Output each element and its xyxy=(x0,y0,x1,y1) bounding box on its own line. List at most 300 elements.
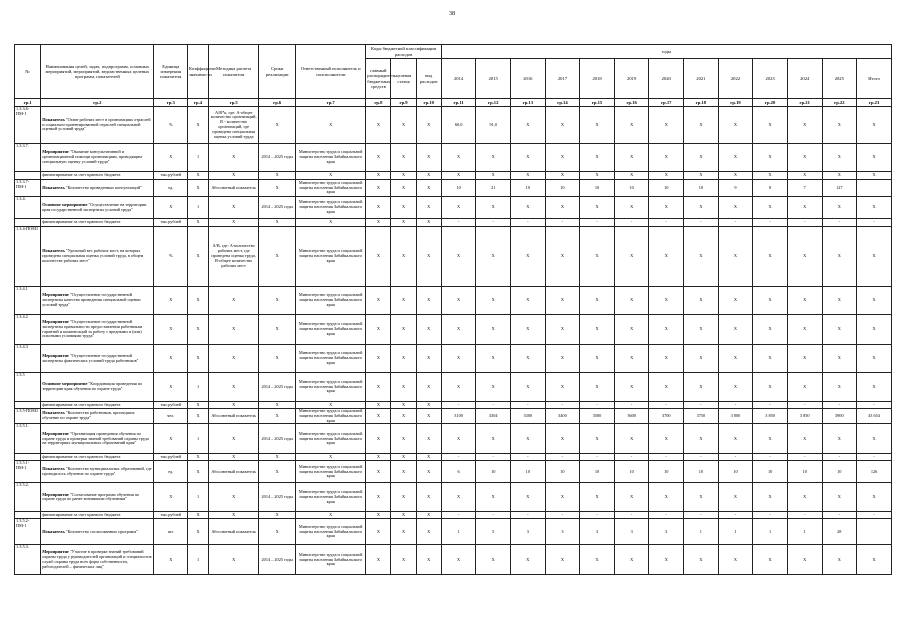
row-year-value: Х xyxy=(511,107,546,144)
row-text: "Осуществление государственной экспертизы правильности предоставления работникам гарантий и компенсаций за работу с вредными и (или) опасными условиями труда" xyxy=(42,318,143,339)
row-year-value: Х xyxy=(545,144,580,172)
row-year-value: Х xyxy=(441,424,476,454)
row-exptype: Х xyxy=(416,519,441,545)
row-article: Х xyxy=(391,287,416,315)
row-year-value: Х xyxy=(753,107,788,144)
row-article: Х xyxy=(391,144,416,172)
row-executor: Министерство труда и социальной защиты населения Забайкальского края xyxy=(296,227,366,287)
row-method: Х xyxy=(209,545,259,575)
row-method: Абсолютный показатель xyxy=(209,180,259,197)
row-method: Х xyxy=(209,219,259,227)
row-article: Х xyxy=(391,197,416,219)
row-article: Х xyxy=(391,424,416,454)
row-year-value: Х xyxy=(476,227,511,287)
row-year-value: Х xyxy=(614,345,649,373)
row-executor: Министерство труда и социальной защиты населения Забайкальского края xyxy=(296,461,366,483)
row-coef: Х xyxy=(188,287,209,315)
row-year-value: 1 xyxy=(787,519,822,545)
row-year-value: Х xyxy=(822,107,857,144)
row-grbs: Х xyxy=(366,454,391,461)
row-exptype: Х xyxy=(416,454,441,461)
row-text: "Участие в проверке знаний требований охраны труда у руководителей организаций и специалистов служб охраны труда всех форм собственности, работодателей – физических лиц" xyxy=(42,549,152,569)
row-year-value: Х xyxy=(684,424,719,454)
row-coef: Х xyxy=(188,315,209,345)
row-unit: Х xyxy=(154,315,188,345)
row-grbs: Х xyxy=(366,315,391,345)
row-year-value: - xyxy=(545,219,580,227)
row-coef: Х xyxy=(188,402,209,409)
row-year-value: - xyxy=(614,219,649,227)
row-year-value: Х xyxy=(753,315,788,345)
row-method: Х xyxy=(209,287,259,315)
row-year-value: Х xyxy=(649,144,684,172)
row-year-value: Х xyxy=(511,424,546,454)
row-period: Х xyxy=(259,461,296,483)
header-year: 2019 xyxy=(614,59,649,99)
row-exptype: Х xyxy=(416,461,441,483)
row-year-value: Х xyxy=(857,287,892,315)
column-number: гр.10 xyxy=(416,99,441,107)
row-year-value: Х xyxy=(580,287,615,315)
row-year-value: - xyxy=(684,219,719,227)
column-number: гр.23 xyxy=(857,99,892,107)
row-period: 2014 – 2025 годы xyxy=(259,197,296,219)
header-year: 2024 xyxy=(787,59,822,99)
header-period: Сроки реализации xyxy=(259,45,296,99)
row-year-value: Х xyxy=(580,345,615,373)
header-budget-grbs: главный распорядитель бюджетных средств xyxy=(366,59,391,99)
row-year-value: - xyxy=(511,454,546,461)
row-executor: Х xyxy=(296,512,366,519)
row-year-value: - xyxy=(476,512,511,519)
row-exptype: Х xyxy=(416,172,441,180)
row-executor: Х xyxy=(296,402,366,409)
row-year-value: 126 xyxy=(857,461,892,483)
row-year-value: 10 xyxy=(684,461,719,483)
header-method: Методика расчета показателя xyxy=(209,45,259,99)
column-number: гр.19 xyxy=(718,99,753,107)
row-unit: тыс.рублей xyxy=(154,454,188,461)
row-year-value: Х xyxy=(787,287,822,315)
row-year-value: Х xyxy=(476,144,511,172)
row-year-value: Х xyxy=(614,545,649,575)
row-year-value: - xyxy=(441,454,476,461)
row-year-value: 10 xyxy=(511,461,546,483)
row-year-value: Х xyxy=(441,172,476,180)
row-year-value: 10 xyxy=(718,461,753,483)
row-year-value: 3 850 xyxy=(787,409,822,424)
row-executor: Х xyxy=(296,454,366,461)
table-row xyxy=(15,402,892,409)
row-grbs: Х xyxy=(366,545,391,575)
table-row xyxy=(15,519,892,545)
row-exptype: Х xyxy=(416,373,441,402)
row-method: Х xyxy=(209,454,259,461)
row-method: А/В*к, где: А-общее количество организаций, В - количество организаций, где проведена специальная оценка условий труда xyxy=(209,107,259,144)
row-year-value: Х xyxy=(441,287,476,315)
row-exptype: Х xyxy=(416,107,441,144)
row-grbs: Х xyxy=(366,373,391,402)
column-number: гр.17 xyxy=(649,99,684,107)
row-kind: Показатель xyxy=(42,184,65,190)
row-grbs: Х xyxy=(366,197,391,219)
row-year-value: 3 800 xyxy=(718,409,753,424)
row-period: 2014 – 2025 годы xyxy=(259,424,296,454)
row-coef: 1 xyxy=(188,373,209,402)
row-grbs: Х xyxy=(366,461,391,483)
row-unit: % xyxy=(154,107,188,144)
header-budget-article: целевая статья xyxy=(391,59,416,99)
row-number: 1.3.5.1. xyxy=(15,424,41,454)
row-period: Х xyxy=(259,402,296,409)
column-number: гр.5 xyxy=(209,99,259,107)
column-number: гр.12 xyxy=(476,99,511,107)
row-executor: Х xyxy=(296,172,366,180)
row-year-value: - xyxy=(545,454,580,461)
row-year-value: 1 xyxy=(718,519,753,545)
row-unit: ед. xyxy=(154,180,188,197)
row-exptype: Х xyxy=(416,144,441,172)
row-number: 1.3.5.2. xyxy=(15,483,41,512)
row-year-value: 10 xyxy=(441,180,476,197)
row-number: 1.3.5.2-ПМ-1 xyxy=(15,519,41,545)
row-year-value: Х xyxy=(787,197,822,219)
row-year-value: Х xyxy=(787,227,822,287)
row-year-value: Х xyxy=(649,373,684,402)
row-article: Х xyxy=(391,545,416,575)
row-year-value: Х xyxy=(649,287,684,315)
row-year-value: - xyxy=(441,402,476,409)
row-year-value: Х xyxy=(684,287,719,315)
row-year-value: 1 xyxy=(684,519,719,545)
row-year-value: Х xyxy=(441,144,476,172)
row-period: Х xyxy=(259,227,296,287)
row-year-value: - xyxy=(580,219,615,227)
row-grbs: Х xyxy=(366,519,391,545)
row-article: Х xyxy=(391,454,416,461)
row-year-value xyxy=(857,180,892,197)
row-year-value: Х xyxy=(476,373,511,402)
row-executor: Министерство труда и социальной защиты населения Забайкальского края xyxy=(296,144,366,172)
row-year-value: Х xyxy=(649,545,684,575)
row-year-value: 10 xyxy=(753,461,788,483)
header-year: 2017 xyxy=(545,59,580,99)
row-year-value: Х xyxy=(614,424,649,454)
row-year-value: 3400 xyxy=(545,409,580,424)
row-name xyxy=(41,144,154,172)
row-text: финансирование за счет краевого бюджета xyxy=(42,219,121,225)
row-text: "Количество проведенных консультаций" xyxy=(64,184,142,190)
row-year-value: Х xyxy=(545,424,580,454)
row-year-value: - xyxy=(614,512,649,519)
row-grbs: Х xyxy=(366,345,391,373)
row-year-value: - xyxy=(718,454,753,461)
row-grbs: Х xyxy=(366,287,391,315)
row-year-value: Х xyxy=(511,315,546,345)
row-year-value: Х xyxy=(511,144,546,172)
row-year-value: 1 xyxy=(753,519,788,545)
row-year-value: - xyxy=(857,402,892,409)
row-year-value: Х xyxy=(614,315,649,345)
program-indicators-table xyxy=(14,44,892,575)
row-exptype: Х xyxy=(416,287,441,315)
column-number: гр.4 xyxy=(188,99,209,107)
row-year-value: - xyxy=(649,219,684,227)
row-name xyxy=(41,287,154,315)
row-article: Х xyxy=(391,461,416,483)
row-year-value: Х xyxy=(684,545,719,575)
row-coef: Х xyxy=(188,107,209,144)
row-year-value: 5 xyxy=(476,519,511,545)
row-year-value: Х xyxy=(580,172,615,180)
row-exptype: Х xyxy=(416,512,441,519)
row-year-value: Х xyxy=(441,315,476,345)
row-year-value: - xyxy=(822,219,857,227)
row-coef: Х xyxy=(188,512,209,519)
row-year-value: Х xyxy=(511,483,546,512)
row-executor: Министерство труда и социальной защиты населения Забайкальского края xyxy=(296,197,366,219)
row-number: 1.3.4. xyxy=(15,197,41,219)
row-article: Х xyxy=(391,409,416,424)
row-year-value: - xyxy=(718,512,753,519)
row-year-value: 10 xyxy=(580,180,615,197)
row-kind: Мероприятие xyxy=(42,352,69,358)
table-row xyxy=(15,180,892,197)
row-unit: тыс.рублей xyxy=(154,512,188,519)
row-period: 2014 – 2025 годы xyxy=(259,373,296,402)
row-year-value: Х xyxy=(441,227,476,287)
row-year-value: 28 xyxy=(822,519,857,545)
table-row xyxy=(15,227,892,287)
row-unit: чел. xyxy=(154,409,188,424)
row-year-value: Х xyxy=(580,545,615,575)
row-article: Х xyxy=(391,345,416,373)
row-number: 1.3.4.1 xyxy=(15,287,41,315)
row-year-value: Х xyxy=(753,345,788,373)
row-year-value: Х xyxy=(684,107,719,144)
row-year-value: 3 xyxy=(545,519,580,545)
row-year-value: Х xyxy=(787,545,822,575)
row-year-value: Х xyxy=(580,144,615,172)
row-year-value: - xyxy=(476,454,511,461)
row-year-value: Х xyxy=(580,227,615,287)
header-year: 2023 xyxy=(753,59,788,99)
row-year-value: Х xyxy=(718,424,753,454)
row-method: Х xyxy=(209,373,259,402)
row-executor: Министерство труда и социальной защиты населения Забайкальского края xyxy=(296,545,366,575)
row-year-value: 3500 xyxy=(580,409,615,424)
column-number: гр.1 xyxy=(15,99,41,107)
column-number: гр.14 xyxy=(545,99,580,107)
row-exptype: Х xyxy=(416,483,441,512)
row-year-value: - xyxy=(649,512,684,519)
row-year-value: - xyxy=(787,219,822,227)
column-number: гр.8 xyxy=(366,99,391,107)
column-number: гр.11 xyxy=(441,99,476,107)
row-coef: Х xyxy=(188,227,209,287)
header-year: 2025 xyxy=(822,59,857,99)
row-text: "Координация проведения по территории края обучения по охране труда" xyxy=(42,381,143,391)
row-year-value: 10 xyxy=(649,461,684,483)
row-year-value: Х xyxy=(649,483,684,512)
row-coef: Х xyxy=(188,409,209,424)
row-year-value: - xyxy=(545,512,580,519)
row-method: Х xyxy=(209,512,259,519)
row-year-value: Х xyxy=(787,144,822,172)
table-row xyxy=(15,454,892,461)
header-num: № xyxy=(15,45,41,99)
row-year-value: Х xyxy=(753,227,788,287)
row-exptype: Х xyxy=(416,424,441,454)
row-year-value: Х xyxy=(822,197,857,219)
row-year-value: Х xyxy=(545,315,580,345)
row-unit: Х xyxy=(154,424,188,454)
row-year-value: Х xyxy=(718,373,753,402)
row-unit: Х xyxy=(154,345,188,373)
row-year-value: Х xyxy=(684,483,719,512)
row-year-value: Х xyxy=(441,545,476,575)
row-year-value: Х xyxy=(476,483,511,512)
row-year-value: - xyxy=(684,512,719,519)
row-period: Х xyxy=(259,219,296,227)
table-row xyxy=(15,315,892,345)
header-row-1 xyxy=(15,45,892,59)
table-row xyxy=(15,409,892,424)
row-method: Х xyxy=(209,483,259,512)
header-year: 2018 xyxy=(580,59,615,99)
row-year-value: Х xyxy=(580,315,615,345)
row-period: Х xyxy=(259,512,296,519)
row-year-value: Х xyxy=(545,287,580,315)
row-year-value: - xyxy=(511,219,546,227)
row-year-value: Х xyxy=(441,345,476,373)
row-year-value: - xyxy=(580,402,615,409)
row-year-value: - xyxy=(684,454,719,461)
row-year-value: Х xyxy=(753,144,788,172)
row-method: Абсолютный показатель xyxy=(209,519,259,545)
row-year-value: Х xyxy=(614,373,649,402)
row-text: "Количество муниципальных образований, где проводилось обучение по охране труда" xyxy=(42,466,152,476)
row-unit: Х xyxy=(154,197,188,219)
row-article: Х xyxy=(391,483,416,512)
column-number: гр.7 xyxy=(296,99,366,107)
row-grbs: Х xyxy=(366,424,391,454)
column-number: гр.9 xyxy=(391,99,416,107)
row-method: Х xyxy=(209,424,259,454)
row-number: 1.3.5.3. xyxy=(15,545,41,575)
row-year-value: Х xyxy=(511,197,546,219)
row-unit: тыс.рублей xyxy=(154,219,188,227)
row-year-value: Х xyxy=(822,545,857,575)
row-coef: Х xyxy=(188,461,209,483)
row-article: Х xyxy=(391,107,416,144)
row-article: Х xyxy=(391,172,416,180)
row-kind: Мероприятие xyxy=(42,292,69,298)
row-coef: 1 xyxy=(188,144,209,172)
row-year-value: Х xyxy=(684,345,719,373)
row-year-value: Х xyxy=(857,107,892,144)
row-unit: тыс.рублей xyxy=(154,402,188,409)
row-unit: Х xyxy=(154,483,188,512)
row-year-value: Х xyxy=(718,144,753,172)
row-name xyxy=(41,409,154,424)
column-number: гр.6 xyxy=(259,99,296,107)
header-executor: Ответственный исполнитель и соисполнители xyxy=(296,45,366,99)
row-year-value: Х xyxy=(822,144,857,172)
row-executor: Министерство труда и социальной защиты населения Забайкальского края xyxy=(296,373,366,402)
row-text: финансирование за счет краевого бюджета xyxy=(42,172,121,178)
row-unit: тыс.рублей xyxy=(154,172,188,180)
row-grbs: Х xyxy=(366,409,391,424)
row-name xyxy=(41,315,154,345)
row-year-value: 10 xyxy=(545,461,580,483)
row-year-value: Х xyxy=(649,107,684,144)
row-executor: Министерство труда и социальной защиты населения Забайкальского края xyxy=(296,483,366,512)
row-unit: % xyxy=(154,227,188,287)
row-year-value: Х xyxy=(718,545,753,575)
row-period: Х xyxy=(259,180,296,197)
row-year-value: Х xyxy=(753,172,788,180)
row-period: Х xyxy=(259,345,296,373)
row-text: финансирование за счет краевого бюджета xyxy=(42,512,121,518)
row-year-value: Х xyxy=(684,373,719,402)
row-executor: Министерство труда и социальной защиты населения Забайкальского края xyxy=(296,180,366,197)
row-year-value: - xyxy=(857,454,892,461)
row-period: 2014 – 2025 годы xyxy=(259,483,296,512)
row-number: 1.3.3.6-ПМ-1 xyxy=(15,107,41,144)
row-name xyxy=(41,107,154,144)
row-year-value: Х xyxy=(649,172,684,180)
row-year-value: Х xyxy=(718,197,753,219)
row-kind: Показатель xyxy=(42,410,65,416)
row-article: Х xyxy=(391,512,416,519)
header-budget-codes: Коды бюджетной классификации расходов xyxy=(366,45,442,59)
row-executor: Министерство труда и социальной защиты населения Забайкальского края xyxy=(296,315,366,345)
column-number: гр.22 xyxy=(822,99,857,107)
row-period: Х xyxy=(259,315,296,345)
row-method: Х xyxy=(209,144,259,172)
row-unit: Х xyxy=(154,373,188,402)
row-year-value: Х xyxy=(857,197,892,219)
row-year-value: Х xyxy=(614,107,649,144)
row-year-value: 9 xyxy=(718,180,753,197)
row-year-value: - xyxy=(649,402,684,409)
row-exptype: Х xyxy=(416,409,441,424)
header-unit: Единица измерения показателя xyxy=(154,45,188,99)
row-year-value: 10 xyxy=(649,180,684,197)
row-year-value: 3 xyxy=(614,519,649,545)
row-year-value: Х xyxy=(753,287,788,315)
row-text: "Осуществление государственной экспертизы фактических условий труда работников" xyxy=(42,352,139,363)
row-number: 1.3.4.3 xyxy=(15,345,41,373)
row-year-value: 60,0 xyxy=(441,107,476,144)
row-year-value: Х xyxy=(580,373,615,402)
header-name: Наименования целей, задач, подпрограмм, основных мероприятий, мероприятий, ведомственных целевых программ, показателей xyxy=(41,45,154,99)
row-year-value: Х xyxy=(857,144,892,172)
row-kind: Показатель xyxy=(42,466,65,472)
row-year-value: 1 xyxy=(441,519,476,545)
column-number: гр.21 xyxy=(787,99,822,107)
row-year-value: Х xyxy=(649,197,684,219)
row-year-value: 43 654 xyxy=(857,409,892,424)
row-coef: 1 xyxy=(188,483,209,512)
row-text: "Количество работников, прошедших обучение по охране труда" xyxy=(42,410,135,421)
row-year-value: 3900 xyxy=(822,409,857,424)
row-kind: Показатель xyxy=(42,116,65,122)
row-unit: ед. xyxy=(154,461,188,483)
row-year-value: - xyxy=(580,512,615,519)
row-year-value: Х xyxy=(614,197,649,219)
